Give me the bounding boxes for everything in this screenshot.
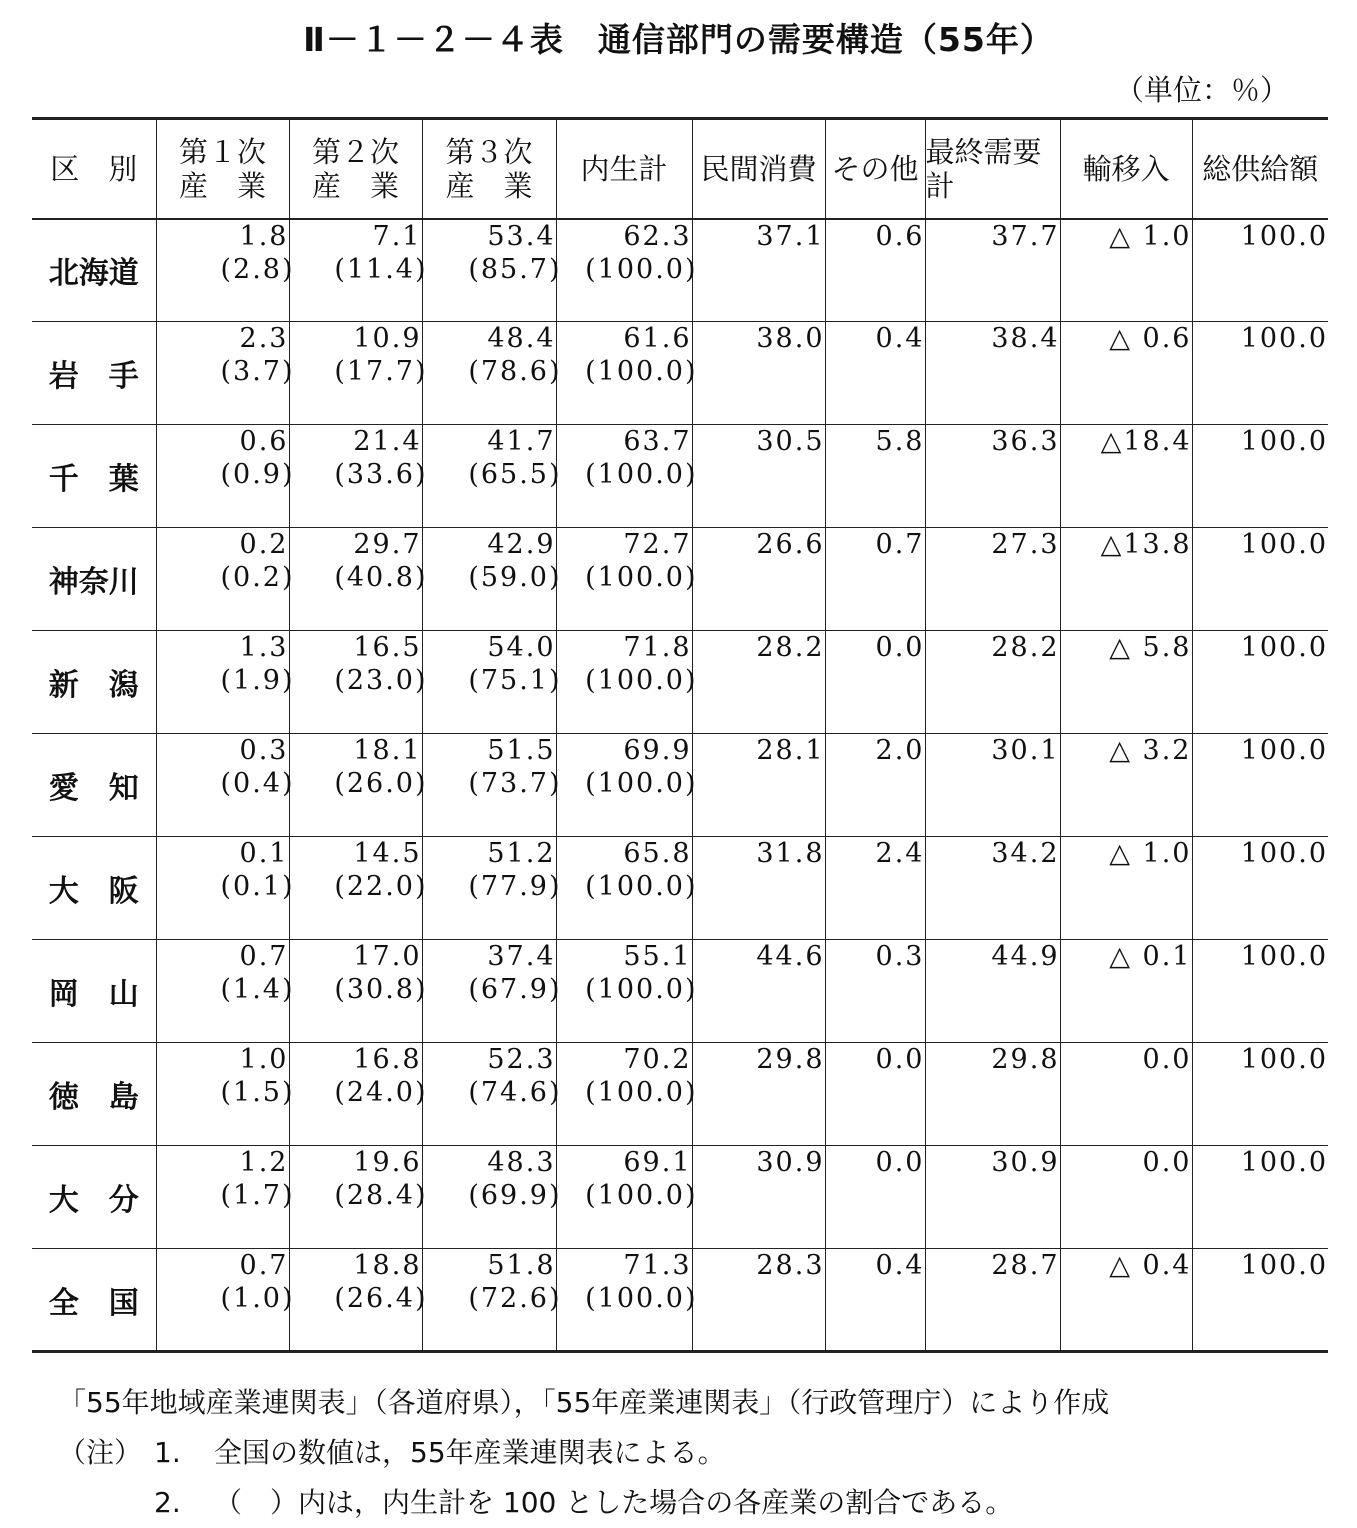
region-cell: 全 国 <box>48 1285 139 1321</box>
share-value: (17.7) <box>334 356 428 387</box>
value: 0.7 <box>239 941 289 972</box>
tertiary-cell <box>422 528 562 631</box>
share-value: (65.5) <box>468 459 562 490</box>
tertiary-cell <box>422 940 562 1043</box>
value: 17.0 <box>353 941 422 972</box>
region-cell: 新 潟 <box>48 668 139 703</box>
secondary-cell <box>289 528 428 631</box>
tertiary-cell <box>422 425 562 528</box>
share-value: (26.4) <box>334 1283 428 1314</box>
share-value: (100.0) <box>585 562 698 593</box>
region-cell: 徳 島 <box>48 1080 139 1115</box>
total-supply-cell <box>1192 528 1328 631</box>
share-value: (100.0) <box>585 253 698 285</box>
value: 29.8 <box>756 1044 825 1075</box>
value: △18.4 <box>1100 426 1192 457</box>
private-consumption-cell <box>692 1146 825 1249</box>
imports-cell <box>1060 322 1192 425</box>
value: 100.0 <box>1240 426 1328 457</box>
value: △ 3.2 <box>1109 735 1192 766</box>
value: 0.6 <box>239 426 289 457</box>
note-number: 2. <box>154 1486 181 1519</box>
other-cell <box>825 528 925 631</box>
value: 34.2 <box>991 838 1060 869</box>
share-value: (0.2) <box>220 562 295 593</box>
value: △ 5.8 <box>1109 632 1192 663</box>
value: 0.7 <box>239 1250 289 1281</box>
value: 0.0 <box>1142 1044 1192 1075</box>
intermediate-total-cell <box>556 837 698 940</box>
secondary-cell <box>289 1146 428 1249</box>
value: 29.8 <box>991 1044 1060 1075</box>
col-header-secondary <box>289 119 422 219</box>
value: 100.0 <box>1240 220 1328 252</box>
other-cell <box>825 734 925 837</box>
value: 42.9 <box>487 529 556 560</box>
value: 0.3 <box>875 941 925 972</box>
unit-label: （単位：％） <box>1114 73 1289 107</box>
final-demand-cell <box>925 631 1060 734</box>
share-value: (0.4) <box>220 768 295 799</box>
share-value: (26.0) <box>334 768 428 799</box>
secondary-cell <box>289 1249 428 1352</box>
value: 100.0 <box>1240 529 1328 560</box>
imports-cell <box>1060 734 1192 837</box>
share-value: (28.4) <box>334 1180 428 1211</box>
value: 72.7 <box>623 529 692 560</box>
tertiary-cell <box>422 631 562 734</box>
value: 30.5 <box>756 426 825 457</box>
value: 36.3 <box>991 426 1060 457</box>
secondary-cell <box>289 1043 428 1146</box>
value: 19.6 <box>353 1147 422 1178</box>
value: 1.2 <box>239 1147 289 1178</box>
region-cell: 岩 手 <box>48 359 139 394</box>
note-number: 1. <box>154 1436 181 1469</box>
primary-cell <box>156 631 295 734</box>
col-header-secondary-line2: 産 業 <box>311 168 399 203</box>
col-header-other: その他 <box>825 119 925 219</box>
value: 0.0 <box>1142 1147 1192 1178</box>
share-value: (100.0) <box>585 665 698 696</box>
other-cell <box>825 1043 925 1146</box>
private-consumption-cell <box>692 1249 825 1352</box>
share-value: (22.0) <box>334 871 428 902</box>
table-row <box>32 837 1328 940</box>
value: 37.4 <box>487 941 556 972</box>
value: 100.0 <box>1240 1044 1328 1075</box>
col-header-final-demand <box>925 119 1060 219</box>
share-value: (85.7) <box>468 253 562 285</box>
value: △ 1.0 <box>1109 838 1192 869</box>
value: 5.8 <box>875 426 925 457</box>
final-demand-cell <box>925 528 1060 631</box>
share-value: (77.9) <box>468 871 562 902</box>
value: 18.1 <box>353 735 422 766</box>
share-value: (75.1) <box>468 665 562 696</box>
value: 37.1 <box>756 220 825 252</box>
total-supply-cell <box>1192 219 1328 322</box>
value: 26.6 <box>756 529 825 560</box>
share-value: (100.0) <box>585 459 698 490</box>
imports-cell <box>1060 1043 1192 1146</box>
value: △ 0.1 <box>1109 941 1192 972</box>
intermediate-total-cell <box>556 940 698 1043</box>
value: 100.0 <box>1240 632 1328 663</box>
value: 48.4 <box>487 323 556 354</box>
total-supply-cell <box>1192 1249 1328 1352</box>
intermediate-total-cell <box>556 1043 698 1146</box>
value: 53.4 <box>487 220 556 252</box>
share-value: (100.0) <box>585 768 698 799</box>
value: 0.6 <box>875 220 925 252</box>
private-consumption-cell <box>692 528 825 631</box>
primary-cell <box>156 528 295 631</box>
imports-cell <box>1060 219 1192 322</box>
other-cell <box>825 425 925 528</box>
value: 52.3 <box>487 1044 556 1075</box>
value: 0.4 <box>875 1250 925 1281</box>
share-value: (67.9) <box>468 974 562 1005</box>
col-header-final-demand-line1: 最終需要 <box>925 134 1042 169</box>
private-consumption-cell <box>692 631 825 734</box>
share-value: (30.8) <box>334 974 428 1005</box>
share-value: (100.0) <box>585 871 698 902</box>
value: △ 0.6 <box>1109 323 1192 354</box>
private-consumption-cell <box>692 837 825 940</box>
share-value: (1.7) <box>220 1180 295 1211</box>
value: 54.0 <box>487 632 556 663</box>
total-supply-cell <box>1192 322 1328 425</box>
private-consumption-cell <box>692 219 825 322</box>
share-value: (59.0) <box>468 562 562 593</box>
value: 51.2 <box>487 838 556 869</box>
final-demand-cell <box>925 837 1060 940</box>
tertiary-cell <box>422 837 562 940</box>
share-value: (0.9) <box>220 459 295 490</box>
share-value: (73.7) <box>468 768 562 799</box>
col-header-primary <box>156 119 289 219</box>
value: 18.8 <box>353 1250 422 1281</box>
imports-cell <box>1060 1249 1192 1352</box>
value: 100.0 <box>1240 735 1328 766</box>
secondary-cell <box>289 837 428 940</box>
tertiary-cell <box>422 219 562 322</box>
intermediate-total-cell <box>556 219 698 322</box>
value: 44.6 <box>756 941 825 972</box>
value: 51.8 <box>487 1250 556 1281</box>
value: 2.3 <box>239 323 289 354</box>
value: 55.1 <box>623 941 692 972</box>
value: 38.0 <box>756 323 825 354</box>
primary-cell <box>156 1146 295 1249</box>
value: 1.3 <box>239 632 289 663</box>
total-supply-cell <box>1192 940 1328 1043</box>
value: 28.2 <box>991 632 1060 663</box>
table-row <box>32 1043 1328 1146</box>
imports-cell <box>1060 425 1192 528</box>
share-value: (11.4) <box>334 253 428 285</box>
value: △13.8 <box>1100 529 1192 560</box>
share-value: (24.0) <box>334 1077 428 1108</box>
value: 2.4 <box>875 838 925 869</box>
value: 62.3 <box>623 220 692 252</box>
note-label: （注） <box>58 1436 143 1469</box>
other-cell <box>825 837 925 940</box>
value: 10.9 <box>353 323 422 354</box>
table-row <box>32 940 1328 1043</box>
col-header-private-consumption: 民間消費 <box>692 119 825 219</box>
table-title: Ⅱ－１－２－４表 通信部門の需要構造（55年） <box>303 20 1054 59</box>
value: 1.8 <box>239 220 289 252</box>
total-supply-cell <box>1192 1043 1328 1146</box>
value: 100.0 <box>1240 1250 1328 1281</box>
intermediate-total-cell <box>556 631 698 734</box>
secondary-cell <box>289 425 428 528</box>
final-demand-cell <box>925 1043 1060 1146</box>
value: 30.9 <box>756 1147 825 1178</box>
value: 100.0 <box>1240 941 1328 972</box>
col-header-region: 区 別 <box>50 151 138 186</box>
value: △ 1.0 <box>1109 220 1192 252</box>
table-row <box>32 322 1328 425</box>
primary-cell <box>156 425 295 528</box>
value: 69.9 <box>623 735 692 766</box>
value: 2.0 <box>875 735 925 766</box>
table-row <box>32 219 1328 322</box>
intermediate-total-cell <box>556 1249 698 1352</box>
total-supply-cell <box>1192 734 1328 837</box>
value: 14.5 <box>353 838 422 869</box>
value: 1.0 <box>239 1044 289 1075</box>
other-cell <box>825 631 925 734</box>
col-header-primary-line2: 産 業 <box>178 168 266 203</box>
col-header-secondary-line1: 第２次 <box>311 134 399 169</box>
value: 29.7 <box>353 529 422 560</box>
private-consumption-cell <box>692 940 825 1043</box>
value: 51.5 <box>487 735 556 766</box>
final-demand-cell <box>925 219 1060 322</box>
value: 16.8 <box>353 1044 422 1075</box>
table-row <box>32 734 1328 837</box>
table-row <box>32 425 1328 528</box>
demand-structure-table <box>32 117 1328 1353</box>
primary-cell <box>156 837 295 940</box>
value: 27.3 <box>991 529 1060 560</box>
value: 100.0 <box>1240 838 1328 869</box>
share-value: (23.0) <box>334 665 428 696</box>
region-cell: 岡 山 <box>48 977 139 1012</box>
value: 63.7 <box>623 426 692 457</box>
share-value: (40.8) <box>334 562 428 593</box>
primary-cell <box>156 1249 295 1352</box>
imports-cell <box>1060 631 1192 734</box>
region-cell: 大 阪 <box>48 874 139 909</box>
share-value: (69.9) <box>468 1180 562 1211</box>
intermediate-total-cell <box>556 425 698 528</box>
header-row <box>32 119 1328 219</box>
private-consumption-cell <box>692 322 825 425</box>
source-note: 「55年地域産業連関表」（各道府県），「55年産業連関表」（行政管理庁）により作成 <box>58 1386 1110 1419</box>
imports-cell <box>1060 940 1192 1043</box>
final-demand-cell <box>925 425 1060 528</box>
other-cell <box>825 1249 925 1352</box>
secondary-cell <box>289 219 428 322</box>
share-value: (2.8) <box>220 253 295 285</box>
private-consumption-cell <box>692 734 825 837</box>
tertiary-cell <box>422 1043 562 1146</box>
region-cell: 愛 知 <box>48 771 139 806</box>
value: 16.5 <box>353 632 422 663</box>
secondary-cell <box>289 940 428 1043</box>
value: 0.7 <box>875 529 925 560</box>
value: 28.3 <box>756 1250 825 1281</box>
final-demand-cell <box>925 1249 1060 1352</box>
value: 71.3 <box>623 1250 692 1281</box>
value: △ 0.4 <box>1109 1250 1192 1281</box>
share-value: (100.0) <box>585 974 698 1005</box>
col-header-tertiary <box>422 119 556 219</box>
value: 0.3 <box>239 735 289 766</box>
value: 100.0 <box>1240 1147 1328 1178</box>
value: 0.2 <box>239 529 289 560</box>
note-item-1 <box>58 1428 1318 1478</box>
col-header-intermediate-total: 内生計 <box>556 119 692 219</box>
intermediate-total-cell <box>556 734 698 837</box>
intermediate-total-cell <box>556 1146 698 1249</box>
value: 44.9 <box>991 941 1060 972</box>
share-value: (1.5) <box>220 1077 295 1108</box>
total-supply-cell <box>1192 1146 1328 1249</box>
tertiary-cell <box>422 1249 562 1352</box>
value: 38.4 <box>991 323 1060 354</box>
other-cell <box>825 219 925 322</box>
tertiary-cell <box>422 734 562 837</box>
share-value: (1.9) <box>220 665 295 696</box>
final-demand-cell <box>925 734 1060 837</box>
table-body <box>32 219 1328 1352</box>
value: 28.2 <box>756 632 825 663</box>
col-header-final-demand-line2: 計 <box>925 168 955 203</box>
other-cell <box>825 322 925 425</box>
secondary-cell <box>289 734 428 837</box>
share-value: (72.6) <box>468 1283 562 1314</box>
share-value: (100.0) <box>585 356 698 387</box>
imports-cell <box>1060 528 1192 631</box>
private-consumption-cell <box>692 425 825 528</box>
imports-cell <box>1060 1146 1192 1249</box>
value: 28.7 <box>991 1250 1060 1281</box>
value: 70.2 <box>623 1044 692 1075</box>
share-value: (78.6) <box>468 356 562 387</box>
col-header-tertiary-line2: 産 業 <box>445 168 533 203</box>
share-value: (3.7) <box>220 356 295 387</box>
value: 0.1 <box>239 838 289 869</box>
table-row <box>32 1146 1328 1249</box>
primary-cell <box>156 322 295 425</box>
note-text: 全国の数値は，55年産業連関表による。 <box>214 1436 726 1469</box>
value: 61.6 <box>623 323 692 354</box>
final-demand-cell <box>925 940 1060 1043</box>
secondary-cell <box>289 631 428 734</box>
tertiary-cell <box>422 322 562 425</box>
total-supply-cell <box>1192 837 1328 940</box>
value: 0.0 <box>875 1044 925 1075</box>
share-value: (0.1) <box>220 871 295 902</box>
col-header-total-supply: 総供給額 <box>1192 119 1328 219</box>
notes-section <box>58 1378 1318 1528</box>
value: 0.0 <box>875 632 925 663</box>
primary-cell <box>156 1043 295 1146</box>
share-value: (100.0) <box>585 1077 698 1108</box>
other-cell <box>825 1146 925 1249</box>
share-value: (1.0) <box>220 1283 295 1314</box>
share-value: (1.4) <box>220 974 295 1005</box>
value: 30.1 <box>991 735 1060 766</box>
value: 0.4 <box>875 323 925 354</box>
primary-cell <box>156 734 295 837</box>
primary-cell <box>156 940 295 1043</box>
value: 71.8 <box>623 632 692 663</box>
value: 69.1 <box>623 1147 692 1178</box>
final-demand-cell <box>925 1146 1060 1249</box>
value: 100.0 <box>1240 323 1328 354</box>
value: 0.0 <box>875 1147 925 1178</box>
share-value: (33.6) <box>334 459 428 490</box>
region-cell: 北海道 <box>48 256 139 292</box>
tertiary-cell <box>422 1146 562 1249</box>
value: 41.7 <box>487 426 556 457</box>
region-cell: 千 葉 <box>48 462 139 497</box>
region-cell: 大 分 <box>48 1183 139 1218</box>
value: 48.3 <box>487 1147 556 1178</box>
col-header-primary-line1: 第１次 <box>178 134 266 169</box>
note-text: （ ）内は，内生計を 100 とした場合の各産業の割合である。 <box>214 1486 1014 1519</box>
total-supply-cell <box>1192 631 1328 734</box>
private-consumption-cell <box>692 1043 825 1146</box>
imports-cell <box>1060 837 1192 940</box>
value: 28.1 <box>756 735 825 766</box>
intermediate-total-cell <box>556 528 698 631</box>
col-header-tertiary-line1: 第３次 <box>445 134 533 169</box>
final-demand-cell <box>925 322 1060 425</box>
value: 65.8 <box>623 838 692 869</box>
table-row <box>32 528 1328 631</box>
value: 30.9 <box>991 1147 1060 1178</box>
other-cell <box>825 940 925 1043</box>
share-value: (100.0) <box>585 1283 698 1314</box>
share-value: (100.0) <box>585 1180 698 1211</box>
col-header-imports: 輸移入 <box>1060 119 1192 219</box>
value: 7.1 <box>372 220 422 252</box>
share-value: (74.6) <box>468 1077 562 1108</box>
table-row <box>32 1249 1328 1352</box>
intermediate-total-cell <box>556 322 698 425</box>
value: 21.4 <box>353 426 422 457</box>
value: 37.7 <box>991 220 1060 252</box>
total-supply-cell <box>1192 425 1328 528</box>
region-cell: 神奈川 <box>48 565 139 600</box>
primary-cell <box>156 219 295 322</box>
secondary-cell <box>289 322 428 425</box>
value: 31.8 <box>756 838 825 869</box>
table-row <box>32 631 1328 734</box>
